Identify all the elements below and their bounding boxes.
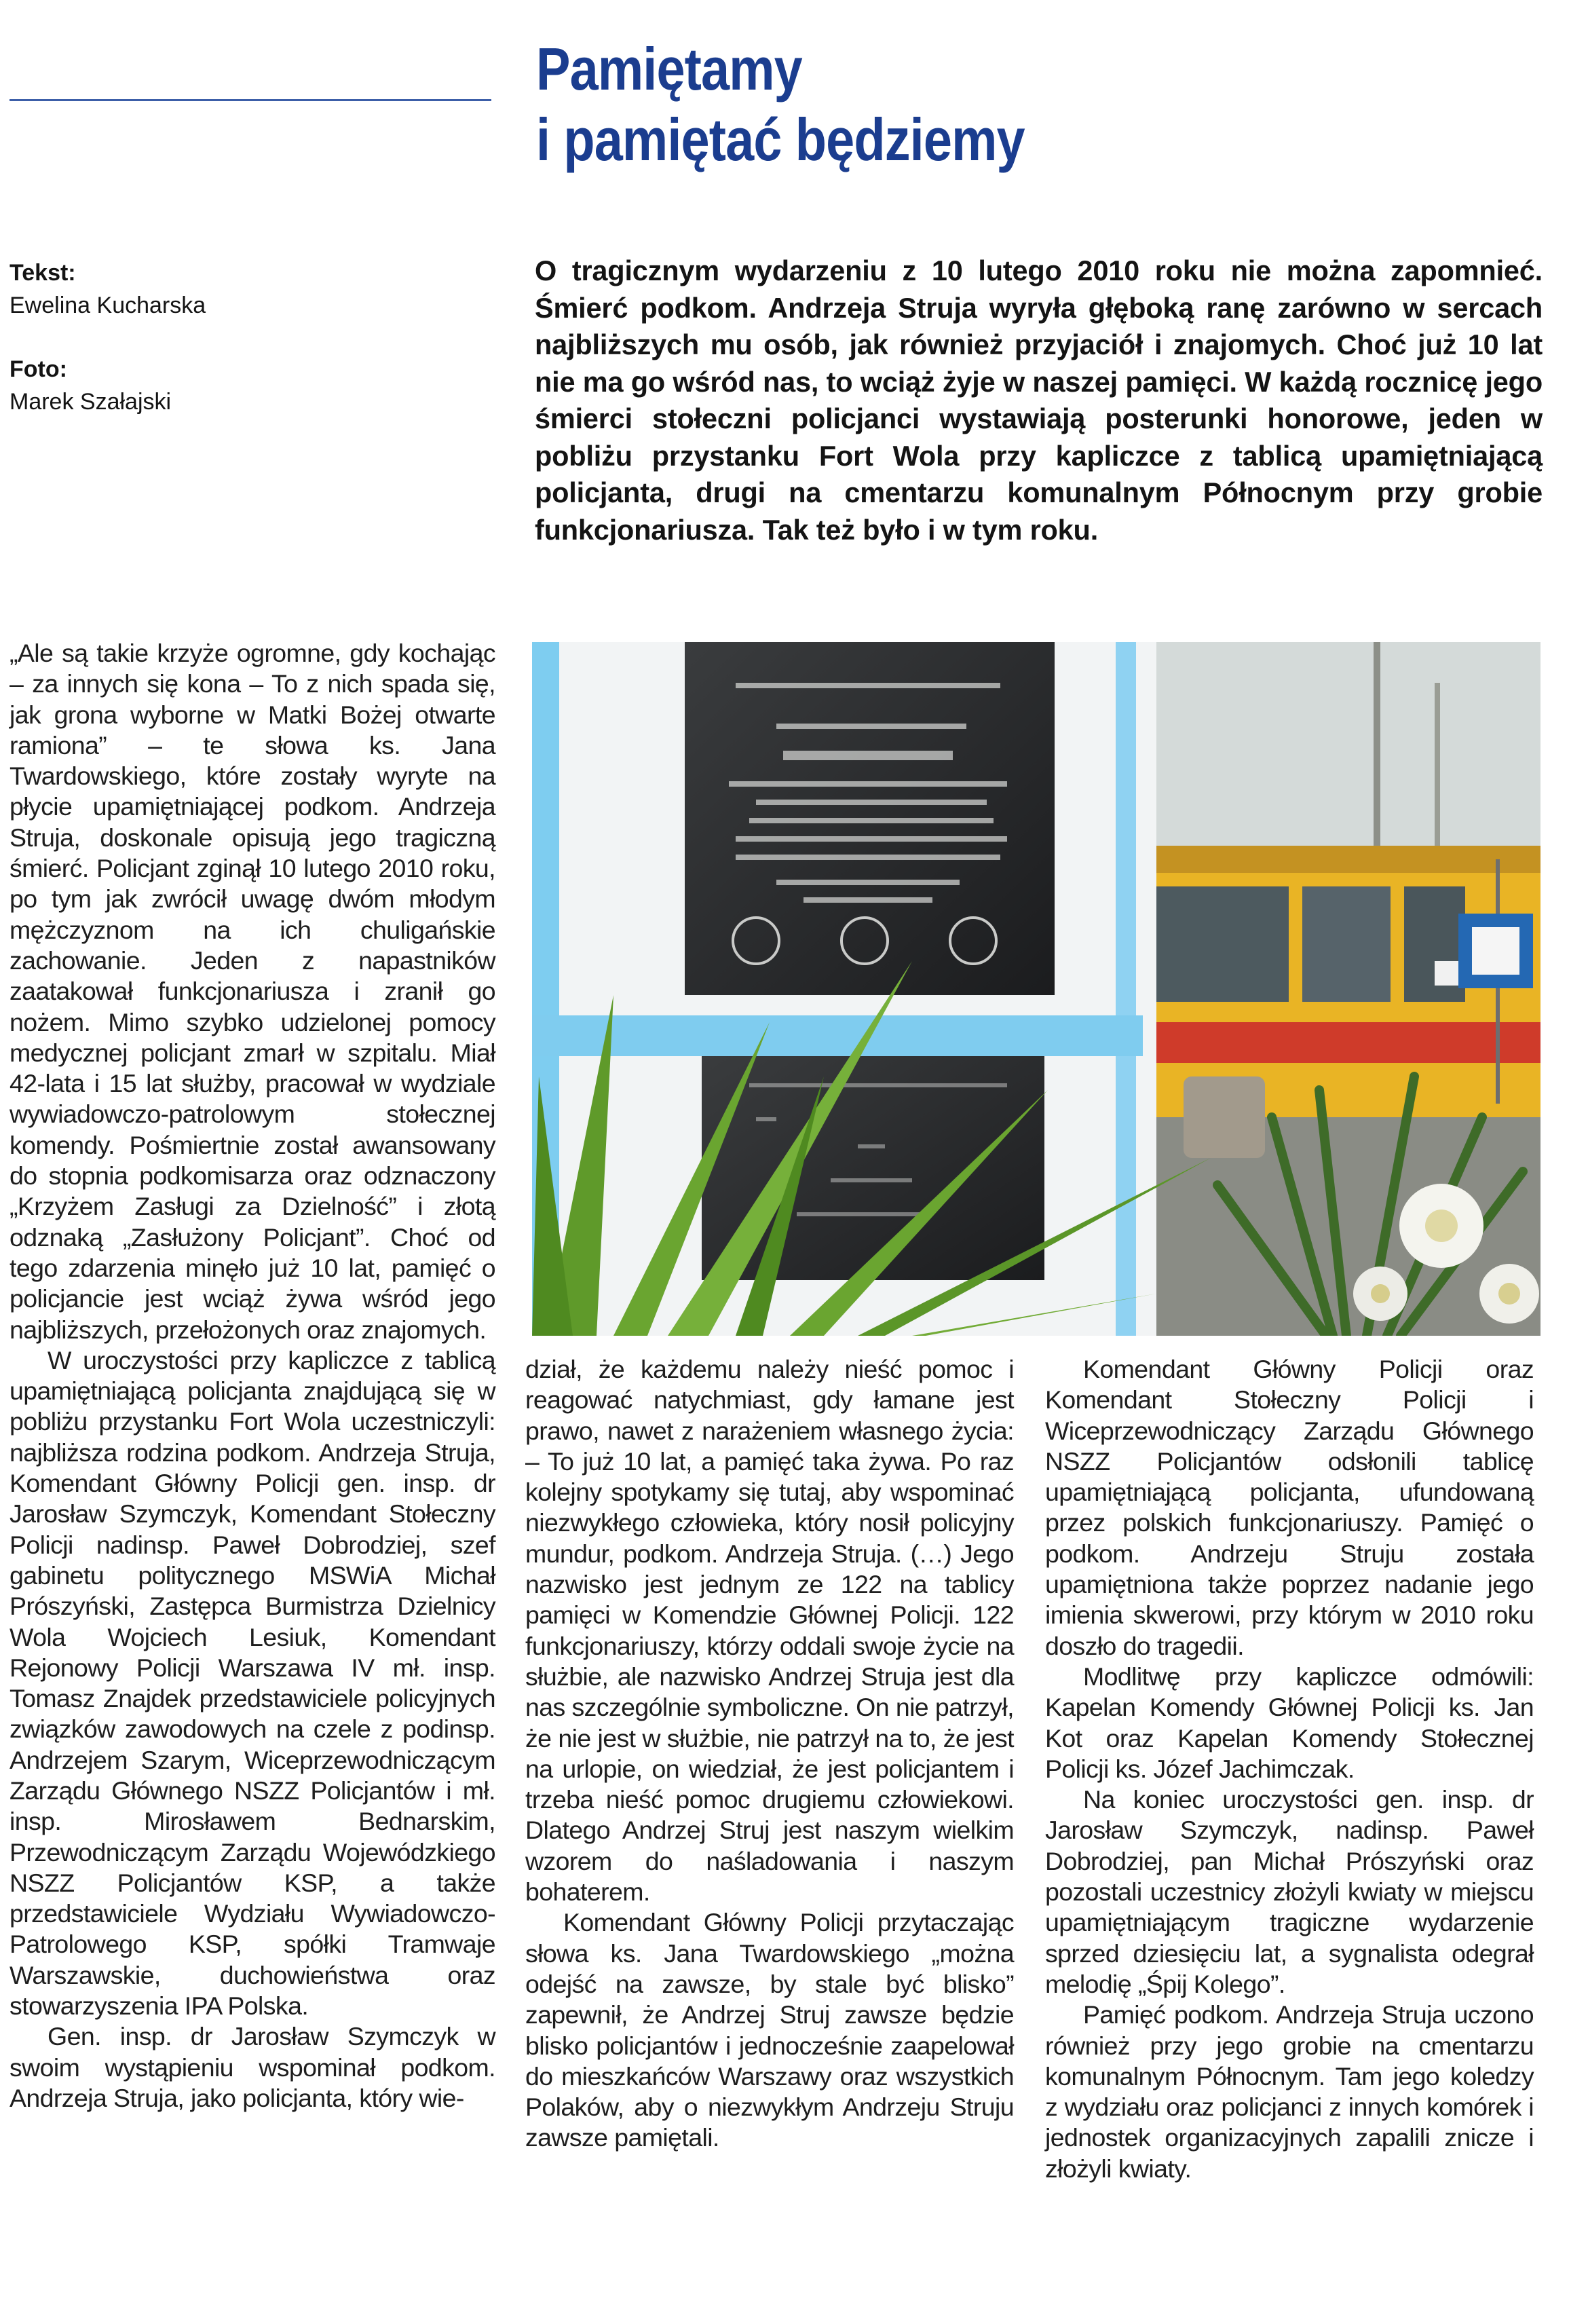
paragraph: dział, że każdemu należy nieść pomoc i reagować natychmiast, gdy łamane jest prawo, nawet z narażeniem własnego życia: – To już 10 lat, a pamięć taka żywa. Po raz kolejny spotykamy się tutaj, aby wspominać niezwykłego człowieka, który nosił policyjny mundur, podkom. Andrzeja Struja. (…) Jego nazwisko jest jednym ze 122 na tablicy pamięci w Komendzie Głównej Policji. 122 funkcjonariuszy, którzy oddali swoje życie na służbie, ale nazwisko Andrzej Struja jest dla nas szczególnie symboliczne. On nie patrzył, że nie jest w służbie, nie patrzył na to, że jest na urlopie, on wiedział, że jest policjantem i trzeba nieść pomoc drugiemu człowiekowi. Dlatego Andrzej Struj jest naszym wielkim wzorem do naśladowania i naszym bohaterem. xyxy=(525,1355,1014,1907)
header-rule xyxy=(10,99,491,101)
paragraph: „Ale są takie krzyże ogromne, gdy kochając – za innych się kona – To z nich spada się, jak grona wyborne w Matki Bożej otwarte ramiona” – te słowa ks. Jana Twardowskiego, które zostały wyryte na płycie upamiętniającej podkom. Andrzeja Struja, doskonale opisują jego tragiczną śmierć. Policjant zginął 10 lutego 2010 roku, po tym jak zwrócił uwagę dwóm młodym mężczyznom na ich chuligańskie zachowanie. Jeden z napastników zaatakował funkcjonariusza i zranił go nożem. Mimo szybko udzielonej pomocy medycznej policjant zmarł w szpitalu. Miał 42-lata i 15 lat służby, pracował w wydziale wywiadowczo-patrolowym stołecznej komendy. Pośmiertnie został awansowany do stopnia podkomisarza oraz odznaczony „Krzyżem Zasługi za Dzielność” i złotą odznaką „Zasłużony Policjant”. Choć od tego zdarzenia minęło już 10 lat, pamięć o policjancie jest wciąż żywa wśród jego najbliższych, przełożonych oraz znajomych. xyxy=(10,639,495,1344)
paragraph: Gen. insp. dr Jarosław Szymczyk w swoim wystąpieniu wspominał podkom. Andrzeja Struja, jako policjanta, który wie- xyxy=(10,2022,495,2112)
article-title xyxy=(536,34,1025,175)
paragraph: W uroczystości przy kapliczce z tablicą upamiętniającą policjanta znajdującą się w pobliżu przystanku Fort Wola uczestniczyli: najbliższa rodzina podkom. Andrzeja Struja, Komendant Główny Policji gen. insp. dr Jarosław Szymczyk, Komendant Stołeczny Policji nadinsp. Paweł Dobrodziej, szef gabinetu politycznego MSWiA Michał Prószyński, Zastępca Burmistrza Dzielnicy Wola Wojciech Lesiuk, Komendant Rejonowy Policji Warszawa IV mł. insp. Tomasz Znajdek przedstawiciele policyjnych związków zawodowych na czele z podinsp. Andrzejem Szarym, Wiceprzewodniczącym Zarządu Głównego NSZZ Policjantów i mł. insp. Mirosławem Bednarskim, Przewodniczącym Zarządu Wojewódzkiego NSZZ Policjantów KSP, a także przedstawiciele Wydziału Wywiadowczo-Patrolowego KSP, spółki Tramwaje Warszawskie, duchowieństwa oraz stowarzyszenia IPA Polska. xyxy=(10,1345,495,2021)
title-line-1: Pamiętamy xyxy=(536,35,802,102)
paragraph: Modlitwę przy kapliczce odmówili: Kapelan Komendy Głównej Policji ks. Jan Kot oraz Kapelan Komendy Stołecznej Policji ks. Józef Jachimczak. xyxy=(1045,1662,1534,1783)
article-lead: O tragicznym wydarzeniu z 10 lutego 2010 roku nie można zapomnieć. Śmierć podkom. Andrzeja Struja wyryła głęboką ranę zarówno w sercach najbliższych mu osób, jak również przyjaciół i znajomych. Choć już 10 lat nie ma go wśród nas, to wciąż żyje w naszej pamięci. W każdą rocznicę jego śmierci stołeczni policjanci wystawiają posterunki honorowe, jeden w pobliżu przystanku Fort Wola przy kapliczce z tablicą upamiętniającą policjanta, drugi na cmentarzu komunalnym Północnym przy grobie funkcjonariusza. Tak też było i w tym roku. xyxy=(535,255,1543,546)
body-column-2 xyxy=(525,1354,1014,2154)
photo-credit-author: Marek Szałajski xyxy=(10,389,172,415)
photo-credit-label: Foto: xyxy=(10,356,67,382)
paragraph: Pamięć podkom. Andrzeja Struja uczono również przy jego grobie na cmentarzu komunalnym Północnym. Tam jego koledzy z wydziału oraz policjanci z innych komórek i jednostek organizacyjnych zapalili znicze i złożyli kwiaty. xyxy=(1045,2000,1534,2183)
text-credit-label: Tekst: xyxy=(10,260,76,286)
paragraph: Komendant Główny Policji przytaczając słowa ks. Jana Twardowskiego „można odejść na zawsze, by stale być blisko” zapewnił, że Andrzej Struj zawsze będzie blisko policjantów i jednocześnie zaapelował do mieszkańców Warszawy oraz wszystkich Polaków, aby o niezwykłym Andrzeju Struju zawsze pamiętali. xyxy=(525,1908,1014,2152)
body-column-1 xyxy=(10,638,495,2114)
body-column-3 xyxy=(1045,1354,1534,2184)
title-line-2: i pamiętać będziemy xyxy=(536,106,1025,173)
paragraph: Komendant Główny Policji oraz Komendant Stołeczny Policji i Wiceprzewodniczący Zarządu Głównego NSZZ Policjantów odsłonili tablicę upamiętniającą policjanta, ufundowaną przez polskich funkcjonariuszy. Pamięć o podkom. Andrzeju Struju została upamiętniona także poprzez nadanie jego imienia skwerowi, przy którym w 2010 roku doszło do tragedii. xyxy=(1045,1355,1534,1660)
paragraph: Na koniec uroczystości gen. insp. dr Jarosław Szymczyk, nadinsp. Paweł Dobrodziej, pan Michał Prószyński oraz pozostali uczestnicy złożyli kwiaty w miejscu upamiętniającym tragiczne wydarzenie sprzed dziesięciu lat, a sygnalista odegrał melodię „Śpij Kolego”. xyxy=(1045,1785,1534,1998)
memorial-plaque-photo xyxy=(532,642,1540,1336)
credits xyxy=(10,257,485,418)
text-credit-author: Ewelina Kucharska xyxy=(10,293,206,318)
